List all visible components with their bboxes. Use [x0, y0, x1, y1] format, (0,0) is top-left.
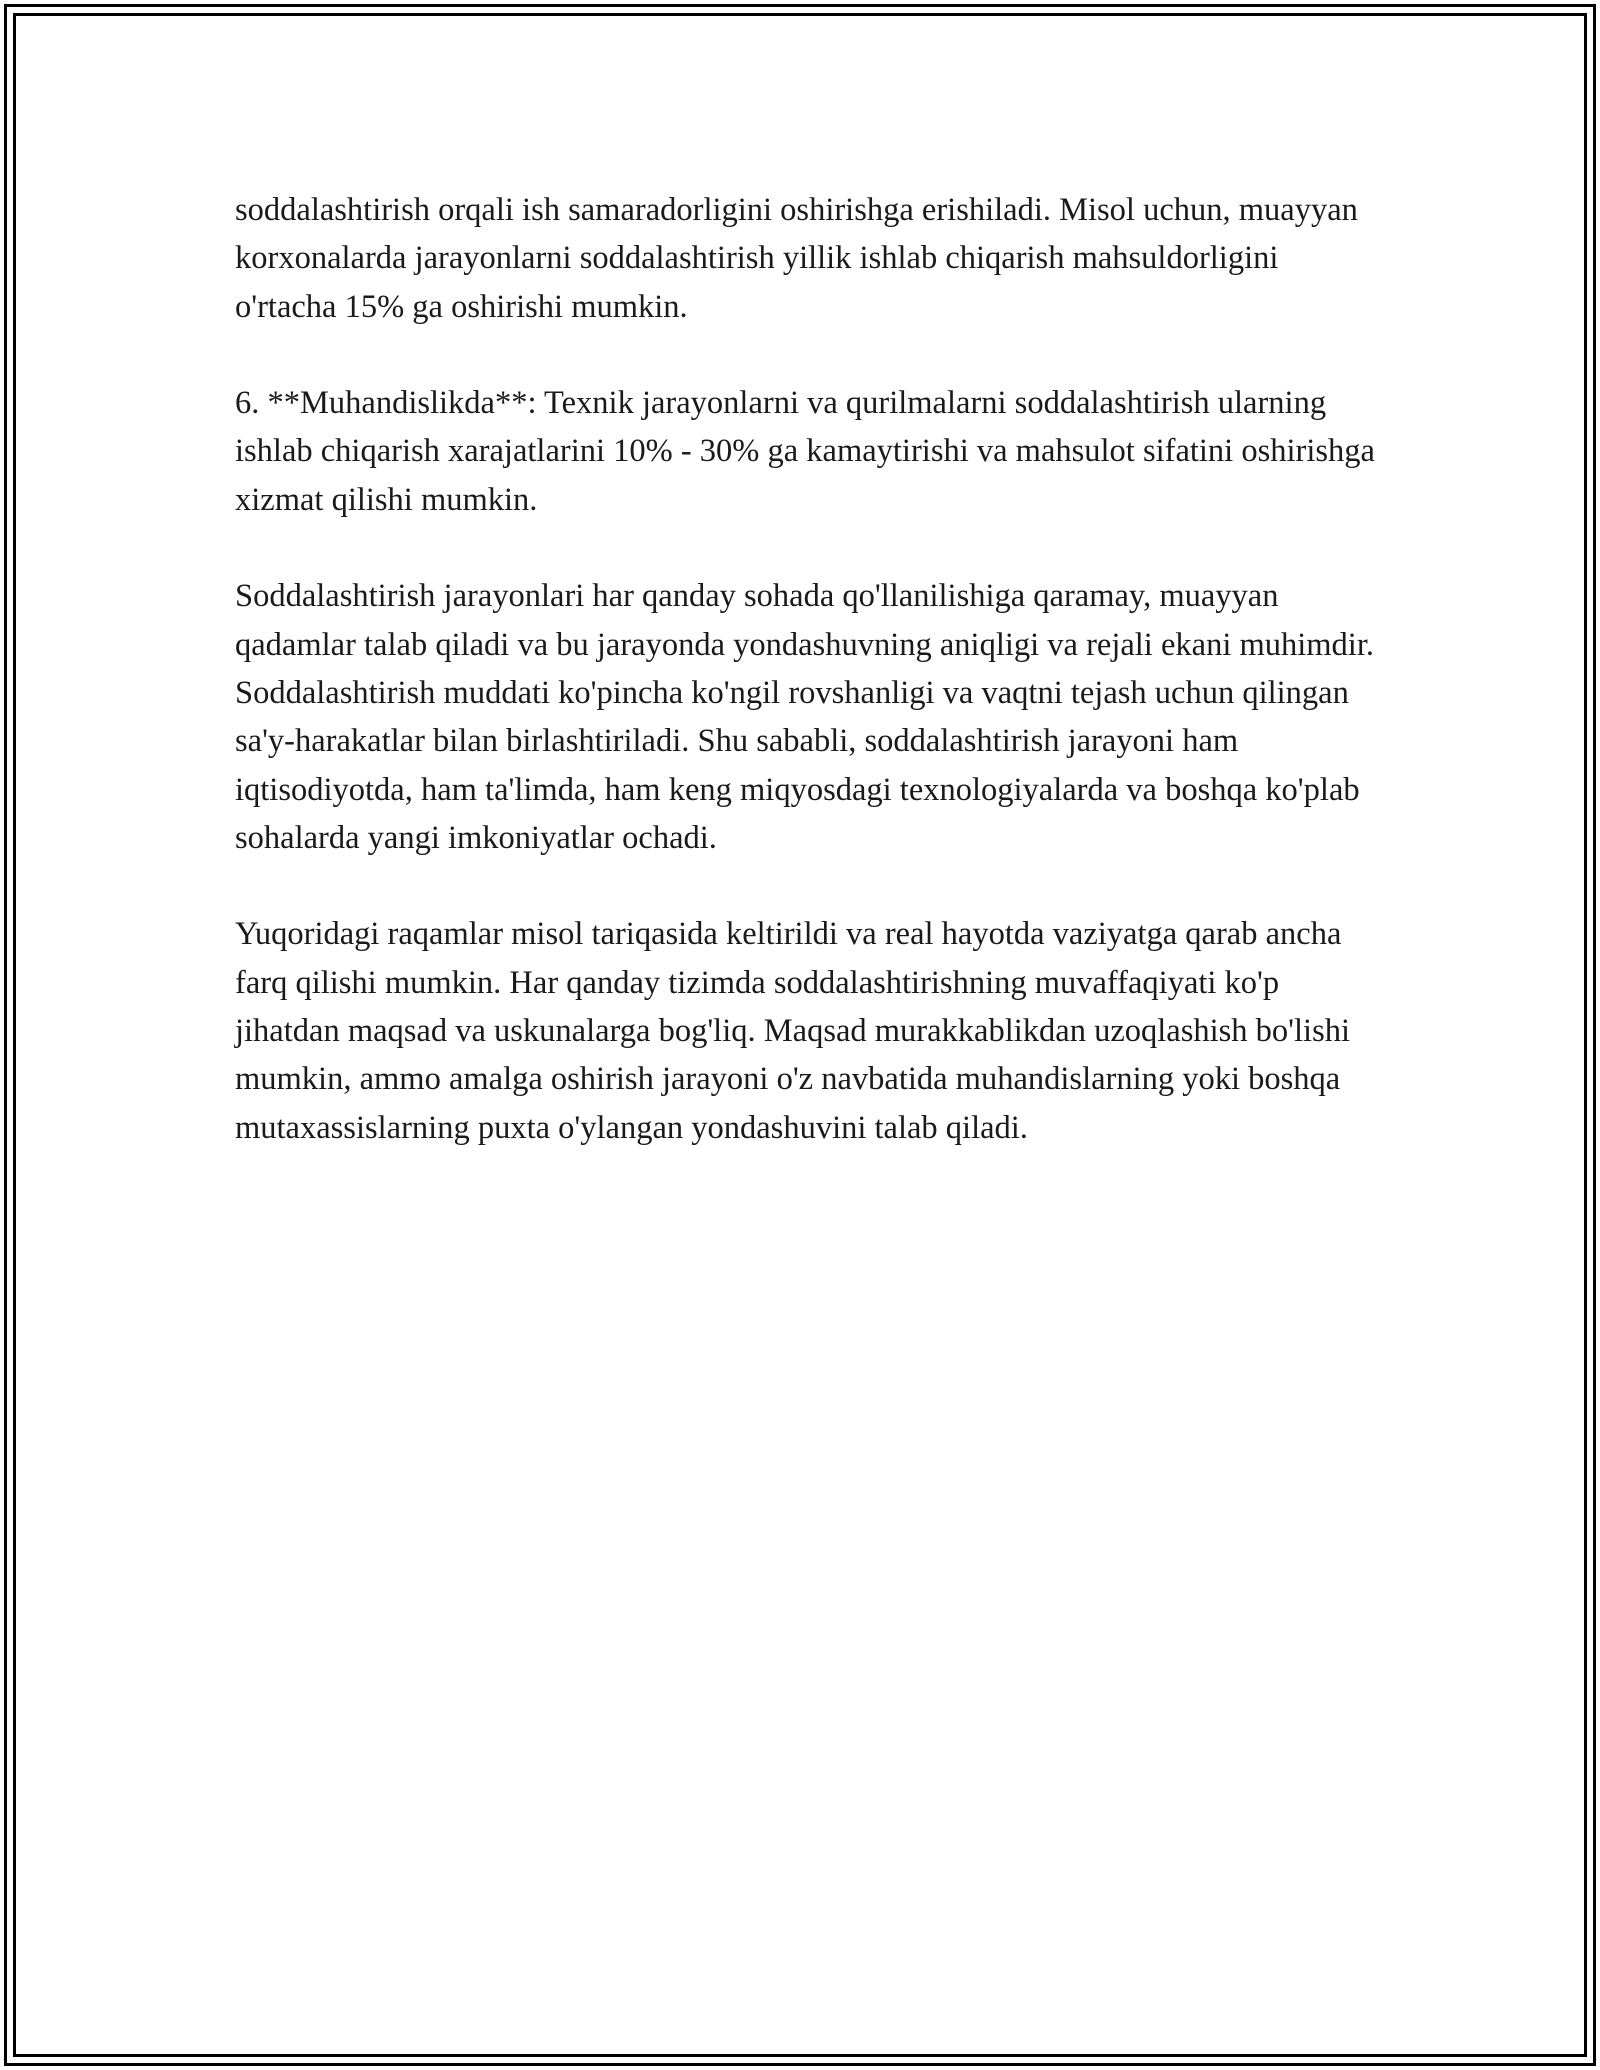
paragraph-3: Soddalashtirish jarayonlari har qanday sohada qo'llanilishiga qaramay, muayyan qadamlar talab qiladi va bu jarayonda yondashuvning aniqligi va rejali ekani muhimdir. Soddalashtirish muddati ko'pincha ko'ngil rovshanligi va vaqtni tejash uchun qilingan sa'y-harakatlar bilan birlashtiriladi. Shu sababli, soddalashtirish jarayoni ham iqtisodiyotda, ham ta'limda, ham keng miqyosdagi texnologiyalarda va boshqa ko'plab sohalarda yangi imkoniyatlar ochadi.: [235, 578, 1374, 856]
paragraph-4: Yuqoridagi raqamlar misol tariqasida keltirildi va real hayotda vaziyatga qarab ancha farq qilishi mumkin. Har qanday tizimda soddalashtirishning muvaffaqiyati ko'p jihatdan maqsad va uskunalarga bog'liq. Maqsad murakkablikdan uzoqlashish bo'lishi mumkin, ammo amalga oshirish jarayoni o'z navbatida muhandislarning yoki boshqa mutaxassislarning puxta o'ylangan yondashuvini talab qiladi.: [235, 916, 1350, 1146]
paragraph-2: 6. **Muhandislikda**: Texnik jarayonlarni va qurilmalarni soddalashtirish ularning ishlab chiqarish xarajatlarini 10% - 30% ga kamaytirishi va mahsulot sifatini oshirishga xizmat qilishi mumkin.: [235, 385, 1375, 518]
document-body: [235, 186, 1385, 1152]
paragraph-1: soddalashtirish orqali ish samaradorligini oshirishga erishiladi. Misol uchun, muayyan korxonalarda jarayonlarni soddalashtirish yillik ishlab chiqarish mahsuldorligini o'rtacha 15% ga oshirishi mumkin.: [235, 192, 1358, 325]
